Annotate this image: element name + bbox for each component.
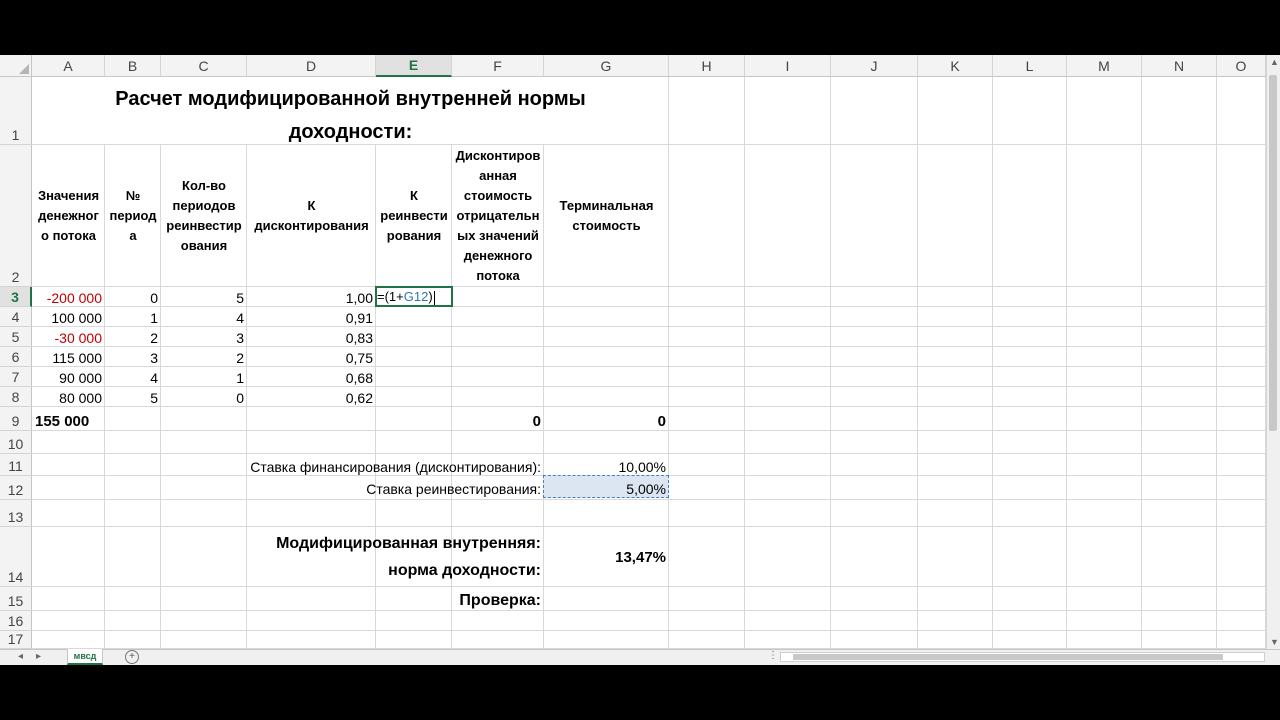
column-header-i[interactable]: I (745, 55, 831, 77)
row-header-11[interactable]: 11 (0, 454, 32, 476)
grid-line-v (917, 77, 918, 649)
header-discount-factor[interactable]: К дисконтирования (254, 198, 369, 233)
mirr-value[interactable]: 13,47% (615, 549, 666, 566)
cell-d6[interactable]: 0,75 (345, 350, 373, 366)
total-discounted-negative[interactable]: 0 (532, 413, 541, 430)
grid-line-h (32, 610, 1266, 611)
reinvest-rate-label[interactable]: Ставка реинвестирования: (366, 481, 541, 497)
cell-b5[interactable]: 2 (150, 330, 158, 346)
total-terminal-value[interactable]: 0 (657, 413, 666, 430)
row-header-4[interactable]: 4 (0, 307, 32, 327)
column-header-o[interactable]: O (1217, 55, 1266, 77)
row-header-17[interactable]: 17 (0, 631, 32, 649)
grid-line-v (992, 77, 993, 649)
cell-a3[interactable]: -200 000 (46, 290, 102, 306)
cell-c3[interactable]: 5 (236, 290, 244, 306)
column-header-n[interactable]: N (1142, 55, 1217, 77)
vertical-scroll-thumb[interactable] (1269, 75, 1277, 431)
check-label[interactable]: Проверка: (459, 592, 541, 609)
formula-suffix: ) (428, 289, 433, 304)
row-header-2[interactable]: 2 (0, 145, 32, 287)
grid-line-h (32, 630, 1266, 631)
header-period[interactable]: № период а (109, 188, 157, 243)
cell-a5[interactable]: -30 000 (54, 330, 102, 346)
row-header-1[interactable]: 1 (0, 77, 32, 145)
row-header-15[interactable]: 15 (0, 587, 32, 611)
column-header-l[interactable]: L (993, 55, 1067, 77)
formula-editor[interactable] (377, 288, 435, 305)
cell-d7[interactable]: 0,68 (345, 370, 373, 386)
sheet-tab-bar (0, 649, 1280, 665)
row-header-3[interactable]: 3 (0, 287, 32, 307)
header-reinvest-periods[interactable]: Кол-во периодов реинвестир ования (166, 178, 242, 253)
grid-line-v (830, 77, 831, 649)
cell-c5[interactable]: 3 (236, 330, 244, 346)
grid-line-v (744, 77, 745, 649)
cell-a6[interactable]: 115 000 (52, 350, 102, 366)
cell-b4[interactable]: 1 (150, 310, 158, 326)
column-header-f[interactable]: F (452, 55, 544, 77)
tab-next-icon[interactable]: ▸ (36, 651, 42, 662)
column-header-e[interactable]: E (376, 55, 452, 77)
horizontal-scrollbar[interactable] (780, 652, 1265, 662)
grid-line-v (1216, 77, 1217, 649)
tab-prev-icon[interactable]: ◂ (18, 651, 24, 662)
column-header-h[interactable]: H (669, 55, 745, 77)
row-header-16[interactable]: 16 (0, 611, 32, 631)
scroll-up-icon[interactable]: ▲ (1270, 57, 1279, 67)
scroll-down-icon[interactable]: ▼ (1270, 637, 1279, 647)
mirr-label[interactable]: Модифицированная внутренняя: норма доходности: (276, 535, 541, 579)
column-header-b[interactable]: B (105, 55, 161, 77)
cell-d8[interactable]: 0,62 (345, 390, 373, 406)
row-header-8[interactable]: 8 (0, 387, 32, 407)
row-header-6[interactable]: 6 (0, 347, 32, 367)
header-cashflow[interactable]: Значения денежног о потока (37, 188, 100, 243)
row-header-9[interactable]: 9 (0, 407, 32, 431)
formula-ref: G12 (403, 289, 429, 304)
finance-rate-value[interactable]: 10,00% (618, 459, 666, 475)
formula-prefix: =(1+ (377, 289, 404, 304)
select-all-corner[interactable] (0, 55, 32, 77)
row-header-12[interactable]: 12 (0, 476, 32, 500)
cell-b7[interactable]: 4 (150, 370, 158, 386)
sheet-tab[interactable]: мвсд (67, 649, 103, 665)
row-header-7[interactable]: 7 (0, 367, 32, 387)
grid-line-h (32, 586, 1266, 587)
sheet-title[interactable]: Расчет модифицированной внутренней нормы доходности: (115, 88, 586, 143)
cell-c4[interactable]: 4 (236, 310, 244, 326)
horizontal-scroll-thumb[interactable] (793, 654, 1223, 660)
cell-a8[interactable]: 80 000 (59, 390, 102, 406)
spreadsheet-window (0, 55, 1280, 665)
cell-c8[interactable]: 0 (236, 390, 244, 406)
column-header-c[interactable]: C (161, 55, 247, 77)
column-header-m[interactable]: M (1067, 55, 1142, 77)
cell-d4[interactable]: 0,91 (345, 310, 373, 326)
cell-b3[interactable]: 0 (150, 290, 158, 306)
row-header-5[interactable]: 5 (0, 327, 32, 347)
hscroll-split-icon[interactable]: ⋮ (768, 650, 778, 661)
cell-b8[interactable]: 5 (150, 390, 158, 406)
header-reinvest-factor[interactable]: К реинвести рования (380, 188, 448, 243)
grid-line-v (1141, 77, 1142, 649)
row-header-13[interactable]: 13 (0, 500, 32, 527)
column-header-j[interactable]: J (831, 55, 918, 77)
cell-a4[interactable]: 100 000 (51, 310, 102, 326)
cell-d5[interactable]: 0,83 (345, 330, 373, 346)
header-terminal-value[interactable]: Терминальная стоимость (559, 198, 654, 233)
vertical-scrollbar[interactable] (1266, 55, 1280, 651)
column-header-k[interactable]: K (918, 55, 993, 77)
text-caret (434, 291, 435, 305)
cell-c6[interactable]: 2 (236, 350, 244, 366)
column-header-d[interactable]: D (247, 55, 376, 77)
header-discounted-negative[interactable]: Дисконтиров анная стоимость отрицательн ых значений денежного потока (455, 148, 541, 283)
cell-b6[interactable]: 3 (150, 350, 158, 366)
row-header-10[interactable]: 10 (0, 431, 32, 454)
cell-c7[interactable]: 1 (236, 370, 244, 386)
grid-line-v (1066, 77, 1067, 649)
cell-d3[interactable]: 1,00 (345, 290, 373, 306)
column-header-g[interactable]: G (544, 55, 669, 77)
cell-a7[interactable]: 90 000 (59, 370, 102, 386)
reinvest-rate-value[interactable]: 5,00% (626, 481, 666, 497)
add-sheet-icon[interactable]: + (125, 650, 139, 664)
finance-rate-label[interactable]: Ставка финансирования (дисконтирования): (250, 459, 541, 475)
column-header-a[interactable]: A (32, 55, 105, 77)
total-cashflow[interactable]: 155 000 (35, 413, 90, 430)
row-header-14[interactable]: 14 (0, 527, 32, 587)
grid-line-h (32, 499, 1266, 500)
